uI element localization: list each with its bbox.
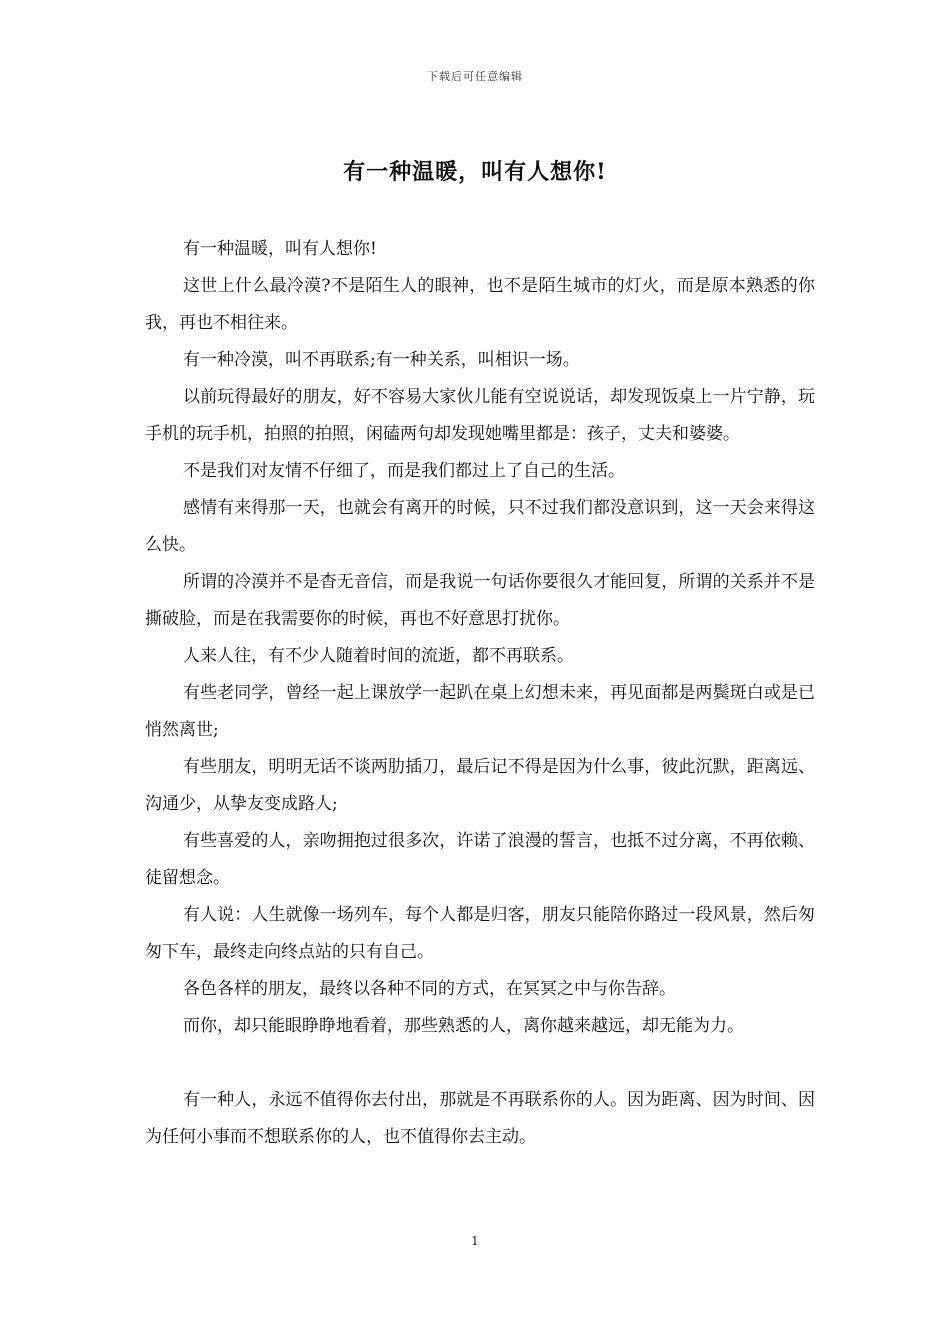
paragraph: 有一种温暖，叫有人想你! <box>183 239 377 259</box>
paragraph: 有些老同学，曾经一起上课放学一起趴在桌上幻想未来，再见面都是两鬓斑白或是已悄然离世; <box>145 683 815 740</box>
paragraph: 有人说：人生就像一场列车，每个人都是归客，朋友只能陪你路过一段风景，然后匆匆下车，最终走向终点站的只有自己。 <box>145 905 815 962</box>
paragraph: 这世上什么最冷漠?不是陌生人的眼神，也不是陌生城市的灯火，而是原本熟悉的你我，再也不相往来。 <box>145 276 815 333</box>
paragraph: 各色各样的朋友，最终以各种不同的方式，在冥冥之中与你告辞。 <box>183 979 676 999</box>
paragraph: 而你，却只能眼睁睁地看着，那些熟悉的人，离你越来越远，却无能为力。 <box>183 1016 744 1036</box>
document-title: 有一种温暖，叫有人想你! <box>343 159 607 185</box>
paragraph: 以前玩得最好的朋友，好不容易大家伙儿能有空说说话，却发现饭桌上一片宁静，玩手机的玩手机，拍照的拍照，闲磕两句却发现她嘴里都是：孩子，丈夫和婆婆。 <box>145 387 815 444</box>
header-note: 下载后可任意编辑 <box>427 70 523 83</box>
paragraph: 不是我们对友情不仔细了，而是我们都过上了自己的生活。 <box>183 461 625 481</box>
paragraph: 人来人往，有不少人随着时间的流逝，都不再联系。 <box>183 646 574 666</box>
paragraph: 有一种冷漠，叫不再联系;有一种关系，叫相识一场。 <box>183 350 580 370</box>
paragraph: 所谓的冷漠并不是杳无音信，而是我说一句话你要很久才能回复，所谓的关系并不是撕破脸，而是在我需要你的时候，再也不好意思打扰你。 <box>145 572 815 629</box>
paragraph: 有些朋友，明明无话不谈两肋插刀，最后记不得是因为什么事，彼此沉默，距离远、沟通少，从挚友变成路人; <box>145 757 815 814</box>
paragraph: 有些喜爱的人，亲吻拥抱过很多次，许诺了浪漫的誓言，也抵不过分离，不再依赖、徒留想念。 <box>145 831 815 888</box>
page-number: 1 <box>471 1234 479 1248</box>
paragraph: 感情有来得那一天，也就会有离开的时候，只不过我们都没意识到，这一天会来得这么快。 <box>145 498 815 555</box>
paragraph: 有一种人，永远不值得你去付出，那就是不再联系你的人。因为距离、因为时间、因为任何小事而不想联系你的人，也不值得你去主动。 <box>145 1090 815 1147</box>
paragraph-spacer <box>145 1045 815 1082</box>
document-body <box>145 231 815 1156</box>
